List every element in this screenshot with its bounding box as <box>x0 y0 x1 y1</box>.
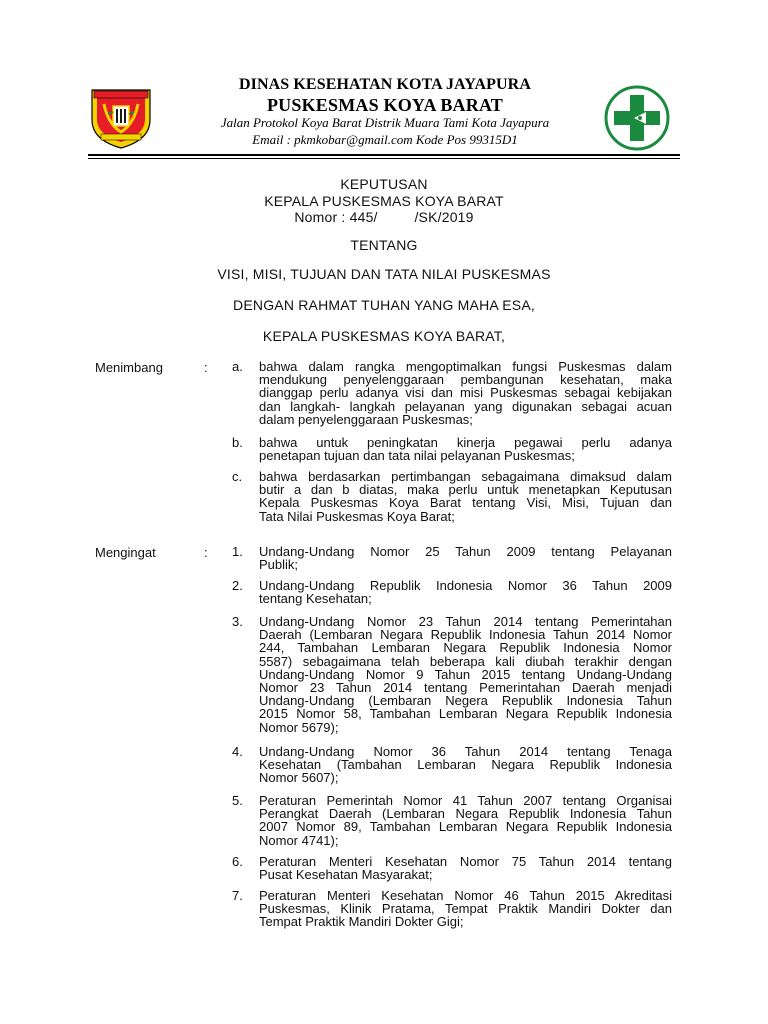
decree-invocation: DENGAN RAHMAT TUHAN YANG MAHA ESA, <box>233 297 535 313</box>
item-text-line: Kesehatan (Tambahan Lembaran Negara Republik Indonesia <box>259 757 672 773</box>
item-text-line: Peraturan Menteri Kesehatan Nomor 75 Tahun 2014 tentang <box>259 854 672 869</box>
item-number: 3. <box>232 614 243 629</box>
item-text-line: Undang-Undang Nomor 36 Tahun 2014 tentang Tenaga <box>259 744 672 759</box>
decree-authority: KEPALA PUSKESMAS KOYA BARAT, <box>262 328 506 344</box>
item-text <box>259 745 672 785</box>
item-text-line: Pusat Kesehatan Masyarakat; <box>259 867 433 883</box>
item-number: 2. <box>232 578 243 593</box>
item-number: c. <box>232 469 243 484</box>
item-text-line: Tempat Praktik Mandiri Dokter Gigi; <box>259 914 464 930</box>
item-text-line: dianggap perlu adanya visi dan misi Puskesmas sebagai kebijakan <box>259 385 672 401</box>
item-text-line: penetapan tujuan dan tata nilai pelayanan Puskesmas; <box>259 448 575 464</box>
item-text-line: mendukung penyelenggaraan pembangunan kesehatan, maka <box>259 372 672 388</box>
office-name: PUSKESMAS KOYA BARAT <box>266 95 504 115</box>
item-text <box>259 889 672 929</box>
decree-issuer: KEPALA PUSKESMAS KOYA BARAT <box>264 193 504 209</box>
item-text-line: Undang-Undang Nomor 23 Tahun 2014 tentang Pemerintahan <box>259 614 672 629</box>
item-number: b. <box>232 435 243 450</box>
item-text-line: 5587) sebagaimana telah beberapa kali diubah terakhir dengan <box>259 653 672 669</box>
item-text-line: tentang Kesehatan; <box>259 591 372 607</box>
item-text-line: dalam penyelenggaraan Puskesmas; <box>259 411 473 427</box>
puskesmas-cross-logo-icon <box>604 85 670 151</box>
item-text-line: Peraturan Menteri Kesehatan Nomor 46 Tahun 2015 Akreditasi <box>259 888 672 903</box>
letterhead <box>0 76 768 156</box>
item-number: 4. <box>232 744 243 759</box>
decree-about-label: TENTANG <box>350 237 418 253</box>
item-text-line: bahwa berdasarkan pertimbangan sebagaimana dimaksud dalam <box>259 469 672 484</box>
item-text-line: 244, Tambahan Lembaran Negara Republik Indonesia Nomor <box>259 640 672 656</box>
mengingat-label: Mengingat <box>95 545 156 560</box>
decree-subject: VISI, MISI, TUJUAN DAN TATA NILAI PUSKESMAS <box>217 266 551 282</box>
item-text-line: Nomor 5679); <box>259 719 339 735</box>
item-text-line: Undang-Undang Republik Indonesia Nomor 36 Tahun 2009 <box>259 578 672 593</box>
item-text <box>259 545 672 571</box>
item-text-line: Tata Nilai Puskesmas Koya Barat; <box>259 508 455 524</box>
office-contact: Email : pkmkobar@gmail.com Kode Pos 99315D1 <box>252 132 518 147</box>
item-text-line: Nomor 23 Tahun 2014 tentang Pemerintahan Daerah menjadi <box>259 680 672 696</box>
item-text-line: Nomor 4741); <box>259 832 339 848</box>
item-text-line: Undang-Undang Nomor 9 Tahun 2015 tentang Undang-Undang <box>259 666 672 682</box>
menimbang-label: Menimbang <box>95 360 163 375</box>
header-divider-thin <box>88 158 680 159</box>
item-text-line: dan langkah- langkah pelayanan yang digunakan sebagai acuan <box>259 398 672 414</box>
item-text-line: Nomor 5607); <box>259 770 339 786</box>
item-text <box>259 794 672 847</box>
item-text <box>259 615 672 734</box>
item-text-line: 2007 Nomor 89, Tambahan Lembaran Negara Republik Indonesia <box>259 819 672 835</box>
item-text-line: butir a dan b diatas, maka perlu untuk menetapkan Keputusan <box>259 482 672 498</box>
item-text <box>259 855 672 881</box>
item-number: a. <box>232 359 243 374</box>
item-text <box>259 436 672 462</box>
item-text-line: bahwa dalam rangka mengoptimalkan fungsi Puskesmas dalam <box>259 359 672 374</box>
item-text-line: Publik; <box>259 557 299 573</box>
item-number: 5. <box>232 793 243 808</box>
mengingat-colon: : <box>204 545 208 560</box>
item-text <box>259 579 672 605</box>
decree-title: KEPUTUSAN <box>340 176 428 192</box>
decree-number: Nomor : 445/ /SK/2019 <box>294 209 474 225</box>
item-text-line: Peraturan Pemerintah Nomor 41 Tahun 2007 tentang Organisai <box>259 793 672 808</box>
item-text-line: Kepala Puskesmas Koya Barat tentang Visi, Misi, Tujuan dan <box>259 495 672 511</box>
item-number: 6. <box>232 854 243 869</box>
item-text-line: Puskesmas, Klinik Pratama, Tempat Praktik Mandiri Dokter dan <box>259 901 672 917</box>
office-address: Jalan Protokol Koya Barat Distrik Muara Tami Kota Jayapura <box>220 115 550 130</box>
agency-name: DINAS KESEHATAN KOTA JAYAPURA <box>239 76 531 93</box>
item-text <box>259 360 672 426</box>
item-text <box>259 470 672 523</box>
item-text-line: Daerah (Lembaran Negara Republik Indonesia Tahun 2014 Nomor <box>259 627 672 643</box>
item-number: 7. <box>232 888 243 903</box>
header-divider <box>88 154 680 156</box>
item-text-line: 2015 Nomor 58, Tambahan Lembaran Negara Republik Indonesia <box>259 706 672 722</box>
item-text-line: Undang-Undang Nomor 25 Tahun 2009 tentang Pelayanan <box>259 544 672 559</box>
item-text-line: bahwa untuk peningkatan kinerja pegawai perlu adanya <box>259 435 672 450</box>
item-number: 1. <box>232 544 243 559</box>
item-text-line: Perangkat Daerah (Lembaran Negara Republik Indonesia Tahun <box>259 806 672 822</box>
menimbang-colon: : <box>204 360 208 375</box>
item-text-line: Undang-Undang (Lembaran Negera Republik Indonesia Tahun <box>259 693 672 709</box>
kota-jayapura-emblem-icon <box>88 84 154 150</box>
